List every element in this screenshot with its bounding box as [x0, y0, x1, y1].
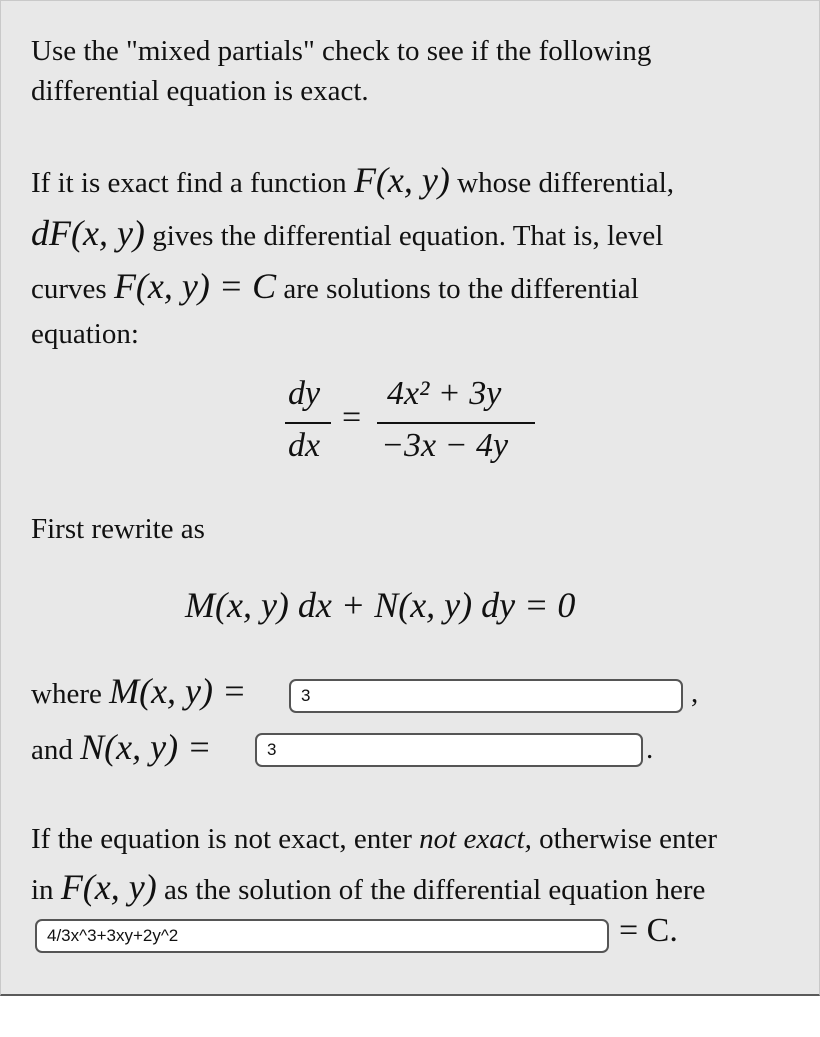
- final-line-2-b: as the solution of the differential equation here: [164, 874, 706, 906]
- n-function-label: N(x, y) =: [80, 727, 212, 767]
- final-instructions: [31, 815, 801, 914]
- intro-line-1: Use the "mixed partials" check to see if the following: [31, 35, 652, 67]
- n-input[interactable]: [255, 733, 643, 767]
- instructions-part-4: curves: [31, 273, 107, 305]
- intro-line-2: differential equation is exact.: [31, 75, 369, 107]
- final-line-1-a: If the equation is not exact, enter: [31, 823, 412, 855]
- ode-lhs-fraction-bar: [285, 422, 331, 424]
- m-row-suffix: ,: [691, 677, 699, 709]
- final-line-1-b: otherwise enter: [539, 823, 718, 855]
- ode-rhs-denominator: −3x − 4y: [381, 427, 509, 464]
- final-not-exact-emphasis: not exact,: [419, 823, 532, 855]
- m-row-prefix: where: [31, 678, 102, 710]
- instructions-part-5: are solutions to the differential: [283, 273, 639, 305]
- n-row-prefix: and: [31, 734, 73, 766]
- instructions-part-2: whose differential,: [457, 167, 675, 199]
- intro-text: [31, 31, 801, 111]
- final-function-label: F(x, y): [60, 867, 157, 907]
- n-row-suffix: .: [646, 733, 654, 765]
- ode-rhs-numerator: 4x² + 3y: [387, 375, 502, 412]
- instructions-part-6: equation:: [31, 318, 139, 350]
- ode-lhs-denominator: dx: [288, 427, 321, 464]
- differential-df-xy: dF(x, y): [31, 213, 145, 253]
- instructions-part-3: gives the differential equation. That is, level: [152, 220, 664, 252]
- m-input[interactable]: [289, 679, 683, 713]
- level-curve-equation: F(x, y) = C: [113, 266, 277, 306]
- m-function-label: M(x, y) =: [109, 671, 247, 711]
- equals-c-suffix: = C.: [619, 912, 678, 949]
- final-line-2-a: in: [31, 874, 54, 906]
- ode-lhs-numerator: dy: [288, 375, 321, 412]
- m-row: [31, 671, 246, 714]
- function-f-xy: F(x, y): [353, 160, 450, 200]
- rewrite-label: First rewrite as: [31, 513, 205, 545]
- rewrite-equation: M(x, y) dx + N(x, y) dy = 0: [185, 585, 576, 625]
- n-row: [31, 727, 211, 770]
- ode-rhs-fraction-bar: [377, 422, 535, 424]
- instructions-text: [31, 155, 801, 354]
- instructions-part-1: If it is exact find a function: [31, 167, 347, 199]
- f-solution-input[interactable]: [35, 919, 609, 953]
- ode-equals: =: [342, 399, 362, 436]
